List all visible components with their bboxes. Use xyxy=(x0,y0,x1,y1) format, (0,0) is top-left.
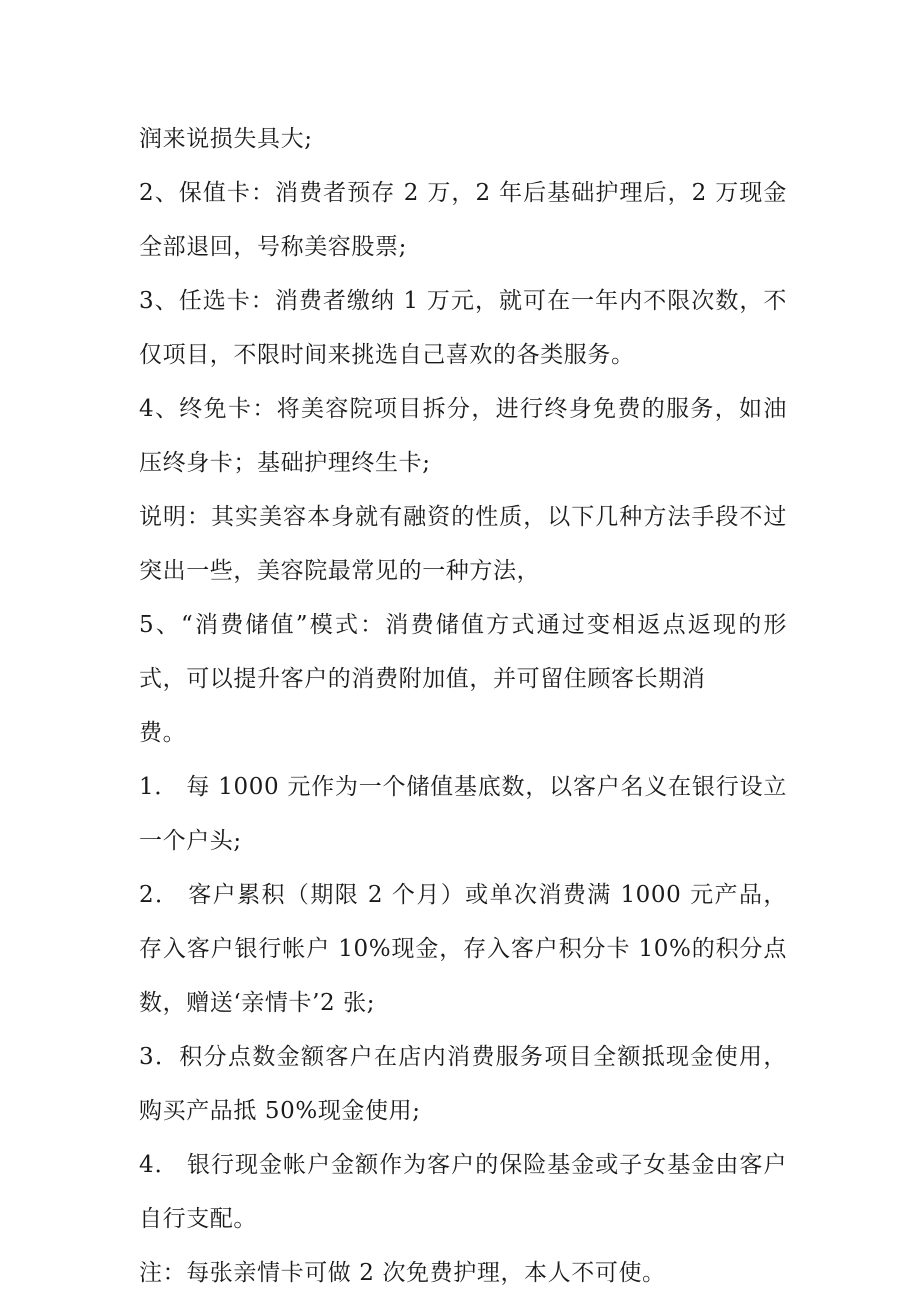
paragraph-value-card: 2、保值卡：消费者预存 2 万，2 年后基础护理后，2 万现金全部退回，号称美容股票; xyxy=(139,180,787,260)
paragraph-stored-value-mode: 5、“消费储值”模式：消费储值方式通过变相返点返现的形式，可以提升客户的消费附加值，并可留住顾客长期消 xyxy=(139,612,787,692)
list-item-2: 2． 客户累积（期限 2 个月）或单次消费满 1000 元产品，存入客户银行帐户 10%现金，存入客户积分卡 10%的积分点数，赠送‘亲情卡’2 张; xyxy=(139,882,787,1016)
list-item-1: 1． 每 1000 元作为一个储值基底数，以客户名义在银行设立一个户头; xyxy=(139,774,787,854)
paragraph-lifetime-card: 4、终免卡：将美容院项目拆分，进行终身免费的服务，如油压终身卡；基础护理终生卡; xyxy=(139,396,787,476)
list-item-4: 4． 银行现金帐户金额作为客户的保险基金或子女基金由客户自行支配。 xyxy=(139,1152,787,1232)
paragraph-continuation: 润来说损失具大; xyxy=(139,126,313,152)
paragraph-optional-card: 3、任选卡：消费者缴纳 1 万元，就可在一年内不限次数，不仅项目，不限时间来挑选自己喜欢的各类服务。 xyxy=(139,288,787,368)
paragraph-stored-value-mode-end: 费。 xyxy=(139,720,187,746)
paragraph-explanation: 说明：其实美容本身就有融资的性质，以下几种方法手段不过突出一些，美容院最常见的一种方法， xyxy=(139,504,787,584)
document-body xyxy=(139,112,787,1300)
list-item-3: 3．积分点数金额客户在店内消费服务项目全额抵现金使用，购买产品抵 50%现金使用; xyxy=(139,1044,787,1124)
note-paragraph: 注：每张亲情卡可做 2 次免费护理，本人不可使。 xyxy=(139,1260,666,1286)
